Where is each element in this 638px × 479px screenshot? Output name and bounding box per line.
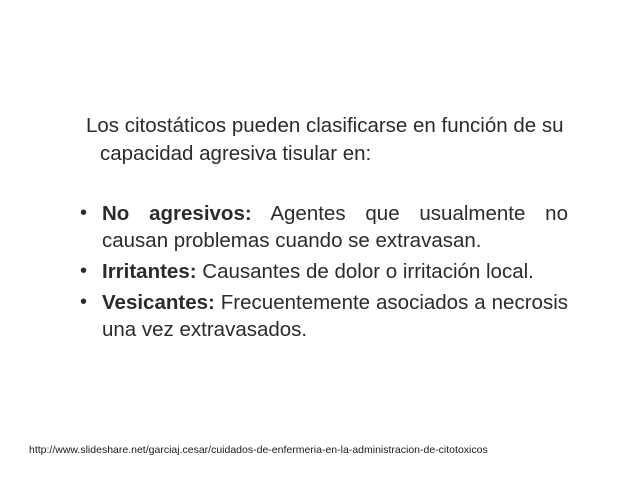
classification-list bbox=[78, 200, 568, 347]
term-irritantes: Irritantes: bbox=[102, 260, 197, 283]
intro-line-1: Los citostáticos pueden clasificarse en función de su bbox=[86, 114, 564, 137]
bullet-icon: • bbox=[80, 260, 88, 282]
desc-irritantes: Causantes de dolor o irritación local. bbox=[196, 260, 534, 283]
desc-no-agresivos: Agentes que usualmente no causan problemas cuando se extravasan. bbox=[102, 202, 568, 252]
intro-line-2: capacidad agresiva tisular en: bbox=[100, 142, 372, 165]
list-item-irritantes bbox=[78, 258, 568, 285]
term-vesicantes: Vesicantes: bbox=[102, 291, 215, 314]
list-item-no-agresivos bbox=[78, 200, 568, 254]
list-item-vesicantes bbox=[78, 289, 568, 343]
desc-vesicantes: Frecuentemente asociados a necrosis una vez extravasados. bbox=[102, 291, 568, 341]
bullet-icon: • bbox=[80, 291, 88, 313]
intro-text bbox=[86, 112, 566, 168]
source-url: http://www.slideshare.net/garciaj.cesar/cuidados-de-enfermeria-en-la-administracion-de-citotoxicos bbox=[29, 444, 488, 456]
term-no-agresivos: No agresivos: bbox=[102, 202, 252, 225]
bullet-icon: • bbox=[80, 202, 88, 224]
